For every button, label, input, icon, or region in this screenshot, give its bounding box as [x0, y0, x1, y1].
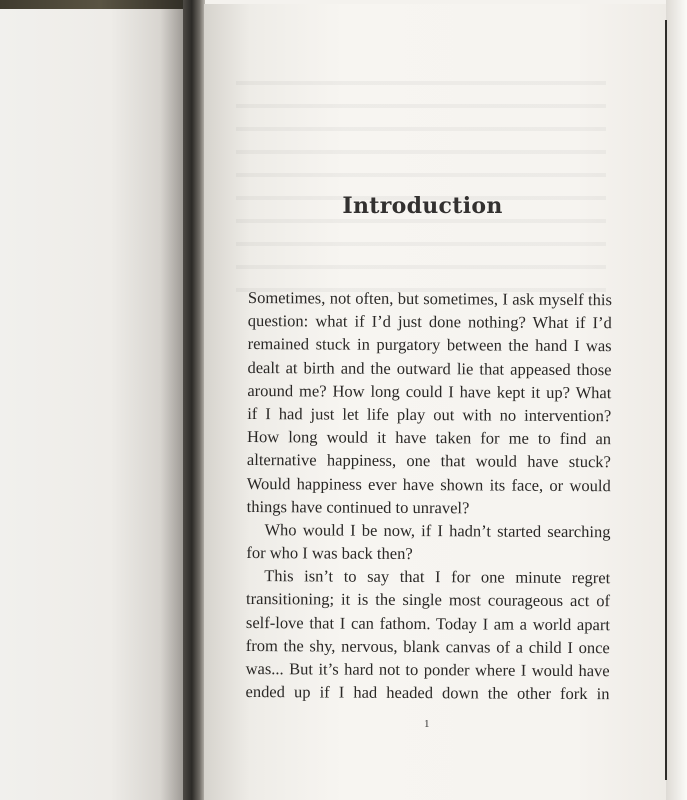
- text-line: dealt at birth and the outward lie that appeased those: [247, 357, 612, 379]
- text-line: from the shy, nervous, blank canvas of a child I once: [245, 635, 610, 658]
- text-line: things have continued to unravel?: [246, 496, 470, 518]
- text-line: remained stuck in purgatory between the hand I was: [247, 334, 612, 356]
- book-gutter: [183, 0, 205, 800]
- text-line: transitioning; it is the single most courageous act of: [246, 589, 611, 611]
- text-line: if I had just let life play out with no intervention?: [247, 403, 612, 426]
- paragraph: [246, 518, 610, 567]
- body-text: [245, 286, 612, 706]
- text-line: How long would it have taken for me to find an: [247, 427, 612, 449]
- text-line: Who would I be now, if I hadn’t started searching: [264, 519, 611, 542]
- paragraph: [245, 564, 610, 705]
- text-line: alternative happiness, one that would have stuck?: [246, 450, 611, 472]
- chapter-title: Introduction: [342, 192, 503, 219]
- text-line: around me? How long could I have kept it up? What: [247, 380, 612, 402]
- text-line: self-love that I can fathom. Today I am a world apart: [245, 612, 610, 634]
- text-line: ended up if I had headed down the other fork in: [245, 682, 610, 704]
- text-line: for who I was back then?: [246, 543, 413, 564]
- text-line: This isn’t to say that I for one minute regret: [264, 566, 611, 588]
- show-through-bleed: [236, 70, 606, 300]
- right-page-edge: [666, 0, 687, 800]
- page-edge-line: [665, 20, 667, 780]
- paragraph: [247, 286, 612, 520]
- left-page: [0, 0, 200, 800]
- text-line: Sometimes, not often, but sometimes, I ask myself this: [247, 287, 612, 310]
- text-line: question: what if I’d just done nothing? What if I’d: [247, 311, 612, 333]
- text-line: was... But it’s hard not to ponder where I would have: [245, 658, 610, 681]
- left-page-top-edge: [0, 0, 200, 9]
- text-line: Would happiness ever have shown its face, or would: [246, 473, 611, 495]
- page-number: 1: [424, 718, 430, 730]
